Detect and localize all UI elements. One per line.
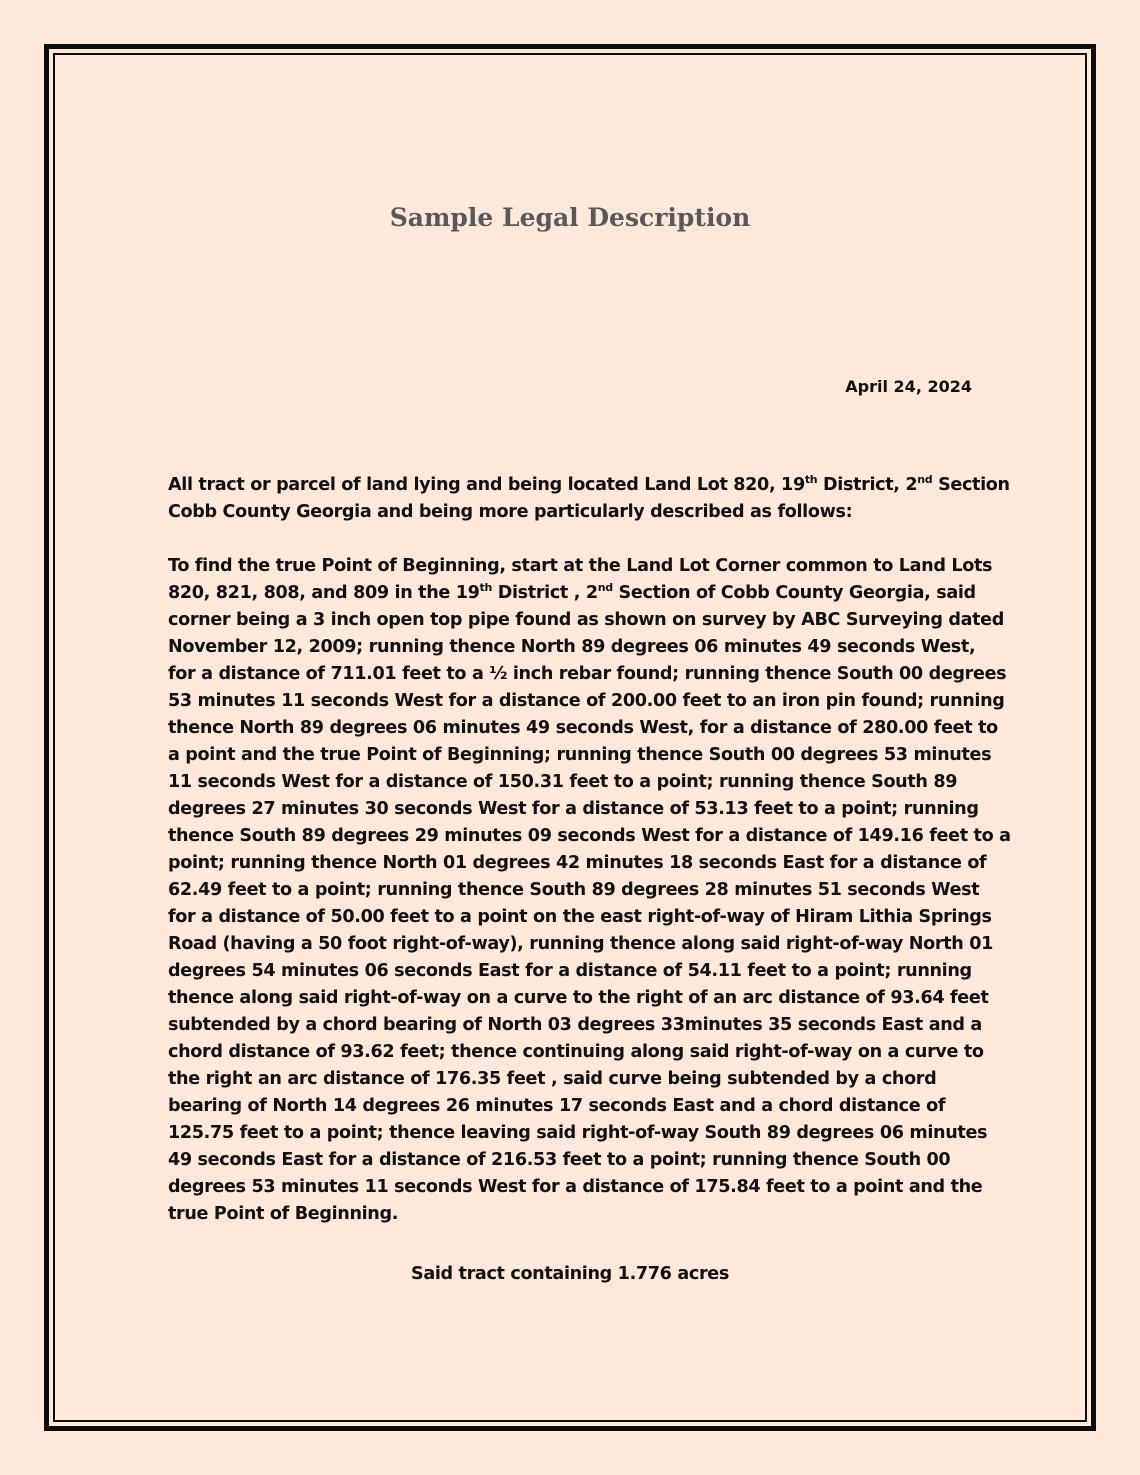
description-line: for a distance of 50.00 feet to a point on the east right-of-way of Hiram Lithia Springs bbox=[168, 907, 992, 927]
description-line: degrees 53 minutes 11 seconds West for a distance of 175.84 feet to a point and the bbox=[168, 1177, 983, 1197]
description-line: thence South 89 degrees 29 minutes 09 seconds West for a distance of 149.16 feet to a bbox=[168, 826, 1011, 846]
description-line: thence along said right-of-way on a curve to the right of an arc distance of 93.64 feet bbox=[168, 988, 989, 1008]
legal-description-paragraph bbox=[168, 553, 1011, 1228]
intro-paragraph bbox=[168, 472, 1010, 526]
description-line: 820, 821, 808, and 809 in the 19th District , 2nd Section of Cobb County Georgia, said bbox=[168, 581, 976, 603]
description-line: corner being a 3 inch open top pipe found as shown on survey by ABC Surveying dated bbox=[168, 610, 1005, 630]
description-line: for a distance of 711.01 feet to a ½ inch rebar found; running thence South 00 degrees bbox=[168, 664, 1007, 684]
description-line: 62.49 feet to a point; running thence South 89 degrees 28 minutes 51 seconds West bbox=[168, 880, 980, 900]
acreage-statement: Said tract containing 1.776 acres bbox=[411, 1264, 729, 1284]
description-line: chord distance of 93.62 feet; thence continuing along said right-of-way on a curve to bbox=[168, 1042, 984, 1062]
description-line: 49 seconds East for a distance of 216.53 feet to a point; running thence South 00 bbox=[168, 1150, 951, 1170]
description-line: 125.75 feet to a point; thence leaving said right-of-way South 89 degrees 06 minutes bbox=[168, 1123, 988, 1143]
description-line: Road (having a 50 foot right-of-way), running thence along said right-of-way North 01 bbox=[168, 934, 994, 954]
description-line: To find the true Point of Beginning, start at the Land Lot Corner common to Land Lots bbox=[168, 556, 993, 576]
intro-line-2: Cobb County Georgia and being more particularly described as follows: bbox=[168, 502, 853, 522]
document-date: April 24, 2024 bbox=[845, 377, 972, 396]
description-line: a point and the true Point of Beginning; running thence South 00 degrees 53 minutes bbox=[168, 745, 992, 765]
description-line: degrees 27 minutes 30 seconds West for a distance of 53.13 feet to a point; running bbox=[168, 799, 979, 819]
description-line: November 12, 2009; running thence North 89 degrees 06 minutes 49 seconds West, bbox=[168, 637, 976, 657]
description-line: the right an arc distance of 176.35 feet , said curve being subtended by a chord bbox=[168, 1069, 937, 1089]
description-line: 53 minutes 11 seconds West for a distance of 200.00 feet to an iron pin found; running bbox=[168, 691, 1005, 711]
description-line: thence North 89 degrees 06 minutes 49 seconds West, for a distance of 280.00 feet to bbox=[168, 718, 998, 738]
description-line: bearing of North 14 degrees 26 minutes 17 seconds East and a chord distance of bbox=[168, 1096, 946, 1116]
description-line: true Point of Beginning. bbox=[168, 1204, 399, 1224]
description-line: degrees 54 minutes 06 seconds East for a distance of 54.11 feet to a point; running bbox=[168, 961, 972, 981]
intro-line-1: All tract or parcel of land lying and being located Land Lot 820, 19th District, 2nd Section bbox=[168, 473, 1010, 495]
description-line: subtended by a chord bearing of North 03 degrees 33minutes 35 seconds East and a bbox=[168, 1015, 982, 1035]
document-title: Sample Legal Description bbox=[389, 203, 751, 232]
description-line: point; running thence North 01 degrees 42 minutes 18 seconds East for a distance of bbox=[168, 853, 987, 873]
description-line: 11 seconds West for a distance of 150.31 feet to a point; running thence South 89 bbox=[168, 772, 958, 792]
